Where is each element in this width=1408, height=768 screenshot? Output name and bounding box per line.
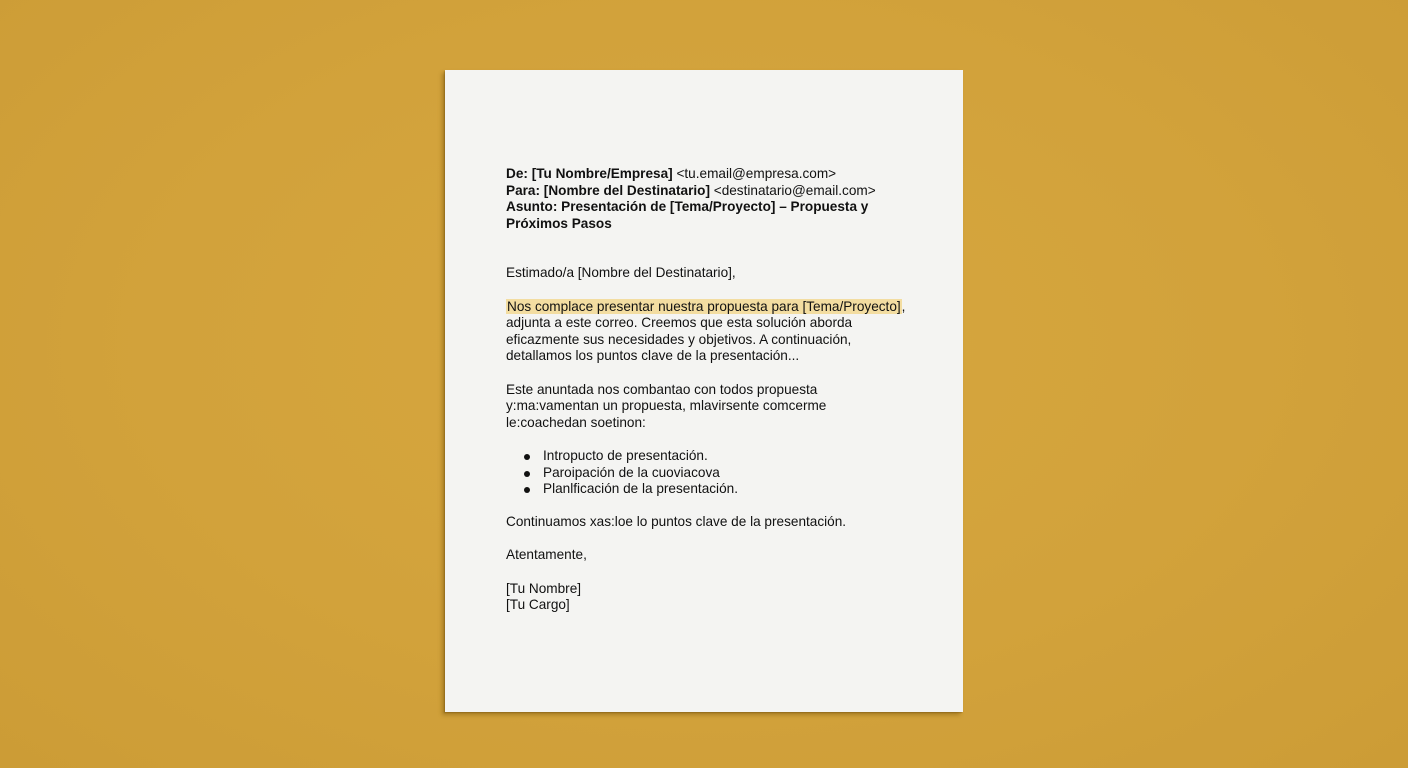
from-email: <tu.email@empresa.com>	[676, 166, 837, 181]
signature-name: [Tu Nombre]	[506, 580, 582, 596]
to-name: [Nombre del Destinatario]	[543, 182, 710, 198]
to-line	[506, 183, 906, 200]
email-header	[506, 166, 906, 232]
paragraph-continue: Continuamos xas:loe lo puntos clave de la presentación.	[506, 514, 847, 530]
signature-title: [Tu Cargo]	[506, 597, 570, 613]
bullet-icon	[524, 471, 530, 477]
paragraph-intro-rest: , adjunta a este correo. Creemos que esta solución aborda eficazmente sus necesidades y objetivos. A continuación, detallamos los puntos clave de la presentación...	[506, 298, 906, 364]
closing: Atentamente,	[506, 547, 587, 563]
subject-line	[506, 199, 906, 232]
subject-label: Asunto:	[506, 199, 558, 215]
from-line	[506, 166, 906, 183]
letter-paper	[445, 70, 963, 712]
bullet-icon	[524, 454, 530, 460]
bullet-icon	[524, 487, 530, 493]
highlighted-text: Nos complace presentar nuestra propuesta para [Tema/Proyecto]	[507, 298, 901, 314]
paragraph-intro	[506, 299, 906, 365]
paragraph-body: Este anuntada nos combantao con todos propuesta y:ma:vamentan un propuesta, mlavirsente comcerme le:coachedan soetinon:	[506, 381, 827, 430]
list-item: Paroipación de la cuoviacova	[506, 465, 906, 482]
list-item: Intropucto de presentación.	[506, 448, 906, 465]
to-label: Para:	[506, 182, 541, 198]
from-label: De:	[506, 166, 528, 181]
greeting: Estimado/a [Nombre del Destinatario],	[506, 265, 736, 281]
bullet-list	[506, 448, 906, 498]
email-letter	[506, 166, 906, 614]
subject-text: Presentación de [Tema/Proyecto] – Propuesta y Próximos Pasos	[506, 199, 869, 231]
list-item: Planlficación de la presentación.	[506, 481, 906, 498]
to-email: <destinatario@email.com>	[713, 182, 876, 198]
from-name: [Tu Nombre/Empresa]	[531, 166, 673, 181]
